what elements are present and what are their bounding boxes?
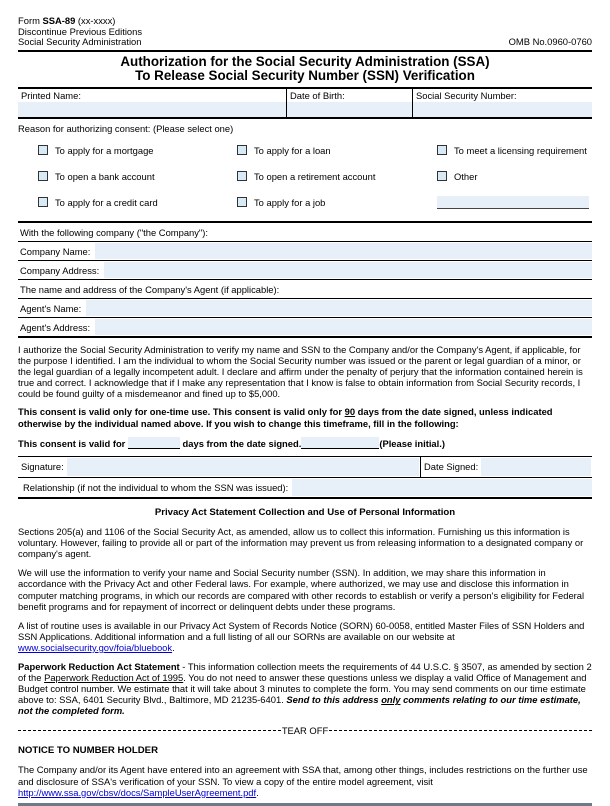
sorn-text: A list of routine uses is available in our Privacy Act System of Records Notice (SORN) 60-0058, entitled Master Files of SSN Holders and SSN Applications. Additional information and a full listing of all our SORNs are available on our website at xyxy=(18,619,585,642)
sample-agreement-link[interactable]: http://www.ssa.gov/cbsv/docs/SampleUserAgreement.pdf xyxy=(18,786,257,798)
signature-input[interactable] xyxy=(67,458,419,476)
consent-post: days from the date signed, unless indicated otherwise by the individual named above. If you wish to change this timeframe, fill in the following: xyxy=(18,406,553,429)
agent-name-label: Agent's Name: xyxy=(20,302,82,314)
form-header xyxy=(18,16,592,52)
notice-heading: NOTICE TO NUMBER HOLDER xyxy=(18,745,158,757)
loan-label: To apply for a loan xyxy=(254,144,331,156)
relationship-input[interactable] xyxy=(292,479,592,496)
fill-post: (Please initial.) xyxy=(379,438,445,450)
notice-text-end: . xyxy=(256,786,259,798)
licensing-checkbox[interactable] xyxy=(437,145,447,155)
signature-label: Signature: xyxy=(21,461,64,473)
omb-number: OMB No.0960-0760 xyxy=(508,36,592,48)
company-address-label: Company Address: xyxy=(20,264,100,276)
paperwork-act-name: Paperwork Reduction Act of 1995 xyxy=(44,672,184,684)
privacy-paragraph-3 xyxy=(18,620,592,653)
consent-fill-line xyxy=(18,437,592,449)
relationship-label: Relationship (if not the individual to whom the SSN was issued): xyxy=(23,482,289,494)
date-of-birth-cell xyxy=(287,89,413,117)
paperwork-emphasis-pre: Send to this address xyxy=(286,694,382,706)
reason-option-bank-account[interactable] xyxy=(38,170,237,183)
agent-heading: The name and address of the Company's Agent (if applicable): xyxy=(20,283,280,295)
bluebook-link[interactable]: www.socialsecurity.gov/foia/bluebook xyxy=(18,641,173,653)
company-address-row xyxy=(18,261,592,280)
tear-off-dashes-right xyxy=(329,730,592,731)
signature-table xyxy=(18,456,592,499)
form-number-line xyxy=(18,16,592,27)
date-signed-label: Date Signed: xyxy=(424,461,479,473)
agent-name-input[interactable] xyxy=(86,300,592,316)
ssn-label: Social Security Number: xyxy=(416,89,517,101)
form-title-line1: Authorization for the Social Security Administration (SSA) xyxy=(120,53,490,69)
agent-name-row xyxy=(18,299,592,318)
printed-name-label: Printed Name: xyxy=(21,89,81,101)
reason-options-grid xyxy=(18,144,592,209)
fill-mid: days from the date signed. xyxy=(182,438,302,450)
company-name-input[interactable] xyxy=(95,243,592,259)
form-title xyxy=(18,55,592,84)
bank-account-label: To open a bank account xyxy=(55,170,155,182)
identity-table xyxy=(18,87,592,119)
credit-card-checkbox[interactable] xyxy=(38,197,48,207)
tear-off-dashes-left xyxy=(18,730,281,731)
ssn-cell xyxy=(413,89,592,117)
job-label: To apply for a job xyxy=(254,196,326,208)
retirement-label: To open a retirement account xyxy=(254,170,376,182)
privacy-paragraph-2: We will use the information to verify your name and Social Security number (SSN). In addition, we may share this information in accordance with the Privacy Act and other Federal laws. For example, where authorized, we may use and disclose this information in computer matching programs, in which our records are compared with other records to establish or verify a person's eligibility for Federal benefit programs and for repayment of incorrect or delinquent debts under these programs. xyxy=(18,567,585,612)
company-name-row xyxy=(18,242,592,261)
company-heading-row xyxy=(18,223,592,242)
fill-pre: This consent is valid for xyxy=(18,438,126,450)
company-address-input[interactable] xyxy=(104,262,592,278)
printed-name-cell xyxy=(18,89,287,117)
agent-address-input[interactable] xyxy=(95,319,592,335)
paperwork-text-2: . You do not need to answer these questions unless we display a valid Office of Management and Budget control number. We estimate that it will take about 3 minutes to complete the form. You may send comments on our time estimate above to: SSA, 6401 Security Blvd., Baltimore, MD 21235-6401. xyxy=(18,672,587,706)
retirement-checkbox[interactable] xyxy=(237,171,247,181)
agent-address-label: Agent's Address: xyxy=(20,321,91,333)
date-signed-cell xyxy=(420,457,592,477)
form-word: Form xyxy=(18,15,43,26)
reason-option-licensing[interactable] xyxy=(437,144,592,157)
reason-option-credit-card[interactable] xyxy=(38,196,237,209)
date-signed-input[interactable] xyxy=(481,458,591,476)
notice-paragraph xyxy=(18,764,592,797)
discontinue-line: Discontinue Previous Editions xyxy=(18,25,143,37)
credit-card-label: To apply for a credit card xyxy=(55,196,158,208)
reason-option-other[interactable] xyxy=(437,170,592,183)
other-checkbox[interactable] xyxy=(437,171,447,181)
form-title-line2: To Release Social Security Number (SSN) Verification xyxy=(135,68,475,84)
date-of-birth-label: Date of Birth: xyxy=(290,89,345,101)
privacy-act-heading: Privacy Act Statement Collection and Use of Personal Information xyxy=(154,507,456,519)
reason-heading: Reason for authorizing consent: (Please select one) xyxy=(18,122,234,134)
agency-name: Social Security Administration xyxy=(18,36,142,48)
other-reason-input[interactable] xyxy=(437,196,589,209)
notice-text: The Company and/or its Agent have entered into an agreement with SSA that, among other things, includes restrictions on the further use and disclosure of SSA's verification of your SSN. To view a copy of the entire model agreement, visit xyxy=(18,764,588,787)
paperwork-emphasis-post: comments relating to our time estimate, not the completed form. xyxy=(18,694,581,717)
consent-pre: This consent is valid only for one-time use. This consent is valid only for xyxy=(18,406,345,418)
agent-heading-row xyxy=(18,280,592,299)
consent-initial-input[interactable] xyxy=(301,437,379,449)
bank-account-checkbox[interactable] xyxy=(38,171,48,181)
paperwork-text-1: - This information collection meets the requirements of 44 U.S.C. § 3507, as amended by section 2 of the xyxy=(18,660,592,684)
printed-name-input[interactable] xyxy=(18,102,286,117)
agent-address-row xyxy=(18,318,592,338)
sorn-text-end: . xyxy=(172,641,175,653)
authorization-paragraph: I authorize the Social Security Administration to verify my name and SSN to the Company and/or the Company's Agent, if applicable, for the purpose I identified. I am the individual to whom the Social Security number was issued or the parent or legal guardian of a minor, or the legal guardian of a legally incompetent adult. I declare and affirm under the penalty of perjury that the information contained herein is true and correct. I acknowledge that if I make any representation that I know is false to obtain information from Social Security records, I could be found guilty of a misdemeanor and fined up to $5,000. xyxy=(18,343,583,400)
mortgage-label: To apply for a mortgage xyxy=(55,144,154,156)
signature-row xyxy=(18,457,592,478)
ssn-input[interactable] xyxy=(413,102,592,117)
date-of-birth-input[interactable] xyxy=(287,102,412,117)
company-name-label: Company Name: xyxy=(20,245,91,257)
privacy-paragraph-1: Sections 205(a) and 1106 of the Social Security Act, as amended, allow us to collect this information. Furnishing us this information is voluntary. However, failing to provide all or part of the information may prevent us from releasing information to a designated company or company's agent. xyxy=(18,526,584,560)
reason-option-loan[interactable] xyxy=(237,144,437,157)
consent-days-default: 90 xyxy=(344,406,356,418)
paperwork-paragraph xyxy=(18,661,592,716)
reason-option-retirement[interactable] xyxy=(237,170,437,183)
reason-option-job[interactable] xyxy=(237,196,437,209)
paperwork-heading: Paperwork Reduction Act Statement xyxy=(18,660,180,672)
loan-checkbox[interactable] xyxy=(237,145,247,155)
consent-days-input[interactable] xyxy=(128,437,180,449)
relationship-row xyxy=(18,478,592,497)
mortgage-checkbox[interactable] xyxy=(38,145,48,155)
form-number: SSA-89 xyxy=(42,15,76,26)
tear-off-label: TEAR OFF xyxy=(281,725,329,737)
tear-off-line xyxy=(18,725,592,736)
reason-option-mortgage[interactable] xyxy=(38,144,237,157)
form-edition: (xx-xxxx) xyxy=(75,15,116,26)
licensing-label: To meet a licensing requirement xyxy=(454,144,587,156)
job-checkbox[interactable] xyxy=(237,197,247,207)
paperwork-emphasis-only: only xyxy=(381,694,401,706)
other-label: Other xyxy=(454,170,478,182)
company-heading: With the following company ("the Company"): xyxy=(20,226,208,238)
consent-validity-paragraph xyxy=(18,406,592,429)
